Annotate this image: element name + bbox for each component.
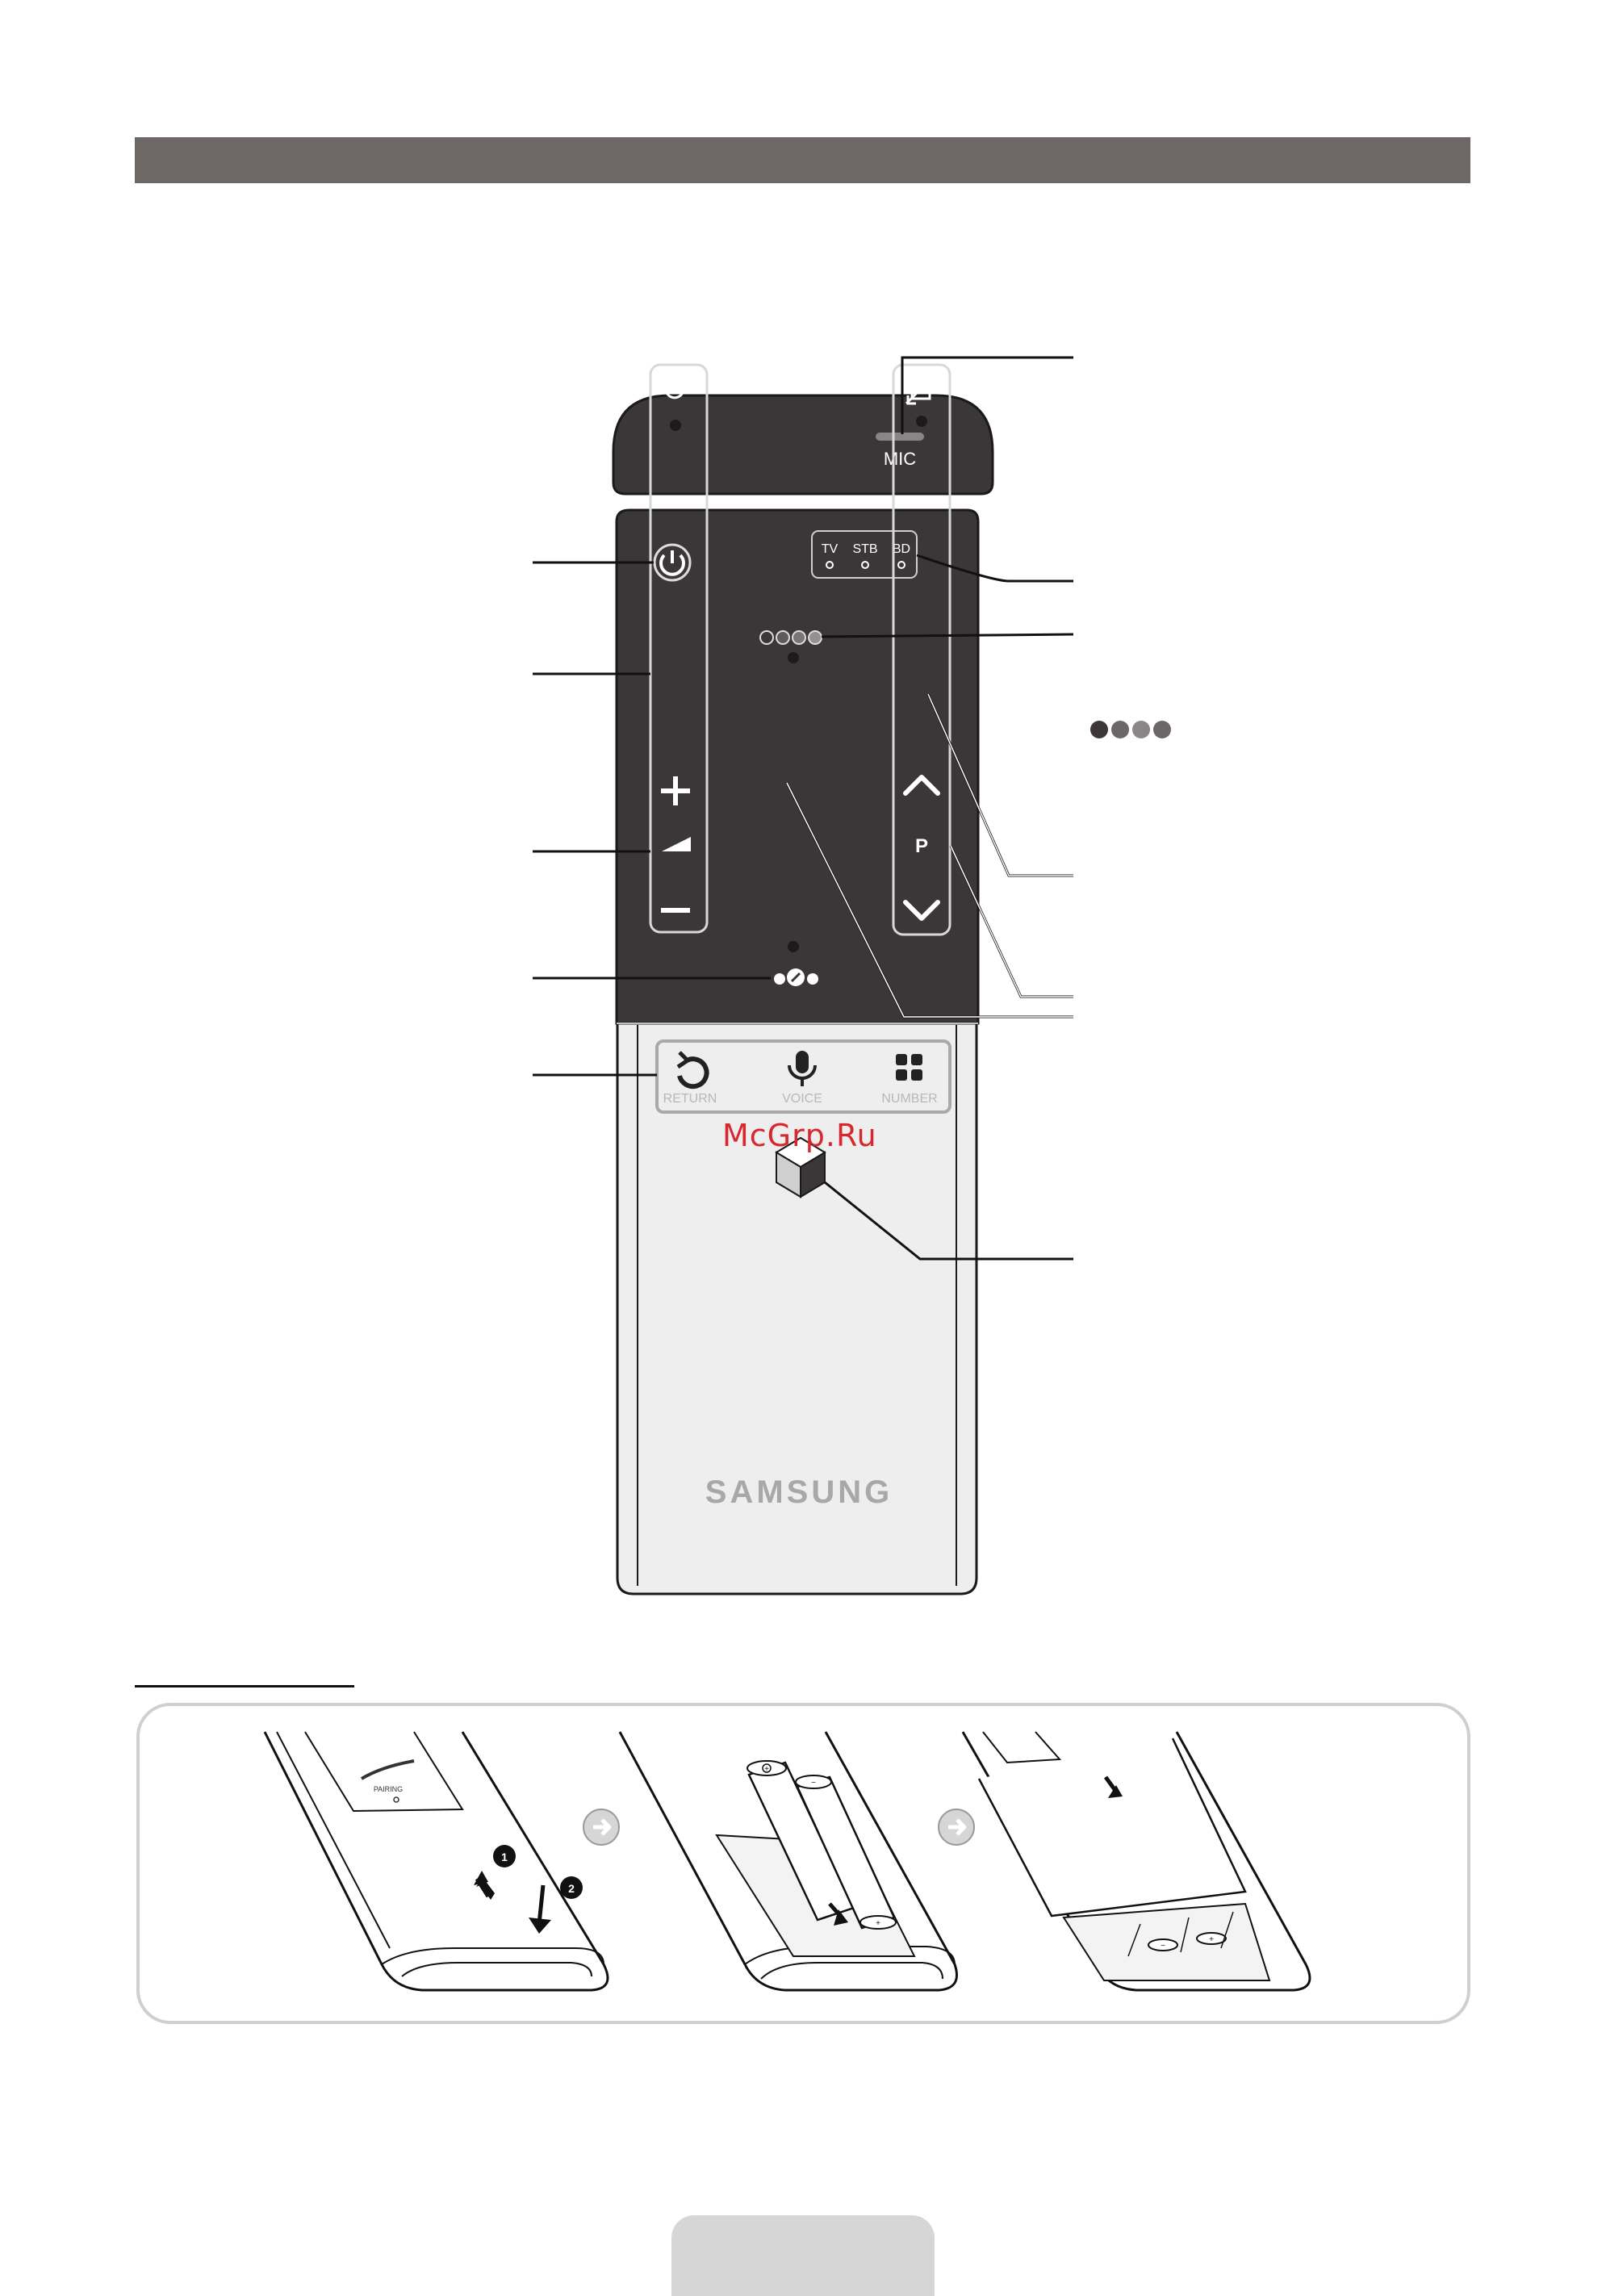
battery-step-3 [963, 1732, 1310, 1990]
svg-text:+: + [764, 1765, 769, 1774]
number-label: NUMBER [881, 1092, 938, 1106]
page-number-tab [671, 2215, 935, 2296]
watermark-text: McGrp.Ru [722, 1118, 877, 1153]
svg-text:+: + [1209, 1935, 1214, 1944]
svg-text:−: − [1161, 1942, 1165, 1951]
touchpad-dot [788, 941, 799, 952]
remote-top-cap [613, 395, 993, 494]
svg-text:+: + [876, 1919, 880, 1928]
mic-label: MIC [883, 449, 917, 469]
mic-hole [876, 433, 924, 441]
battery-section-underline [135, 1685, 354, 1687]
step-arrow-2 [939, 1809, 974, 1845]
step-arrow-1 [583, 1809, 619, 1845]
svg-text:2: 2 [568, 1882, 575, 1895]
battery-install-panel [136, 1703, 1470, 2024]
pairing-label: PAIRING [373, 1785, 404, 1793]
mode-tv: TV [821, 542, 839, 556]
color-dots-legend [1090, 721, 1171, 738]
mode-bd: BD [892, 542, 911, 556]
source-indicator-dot [916, 416, 927, 427]
voice-label: VOICE [782, 1092, 822, 1106]
svg-text:1: 1 [501, 1851, 508, 1863]
sleep-indicator-dot [670, 420, 681, 431]
channel-label: P [914, 835, 929, 857]
battery-step-2 [620, 1732, 957, 1990]
voice-icon [796, 1051, 809, 1073]
battery-steps-illustration [140, 1706, 1467, 2021]
mode-stb: STB [852, 542, 878, 556]
svg-text:−: − [811, 1779, 816, 1788]
brand-logo: SAMSUNG [705, 1474, 893, 1510]
battery-step-1 [265, 1732, 608, 1990]
return-label: RETURN [663, 1092, 717, 1106]
